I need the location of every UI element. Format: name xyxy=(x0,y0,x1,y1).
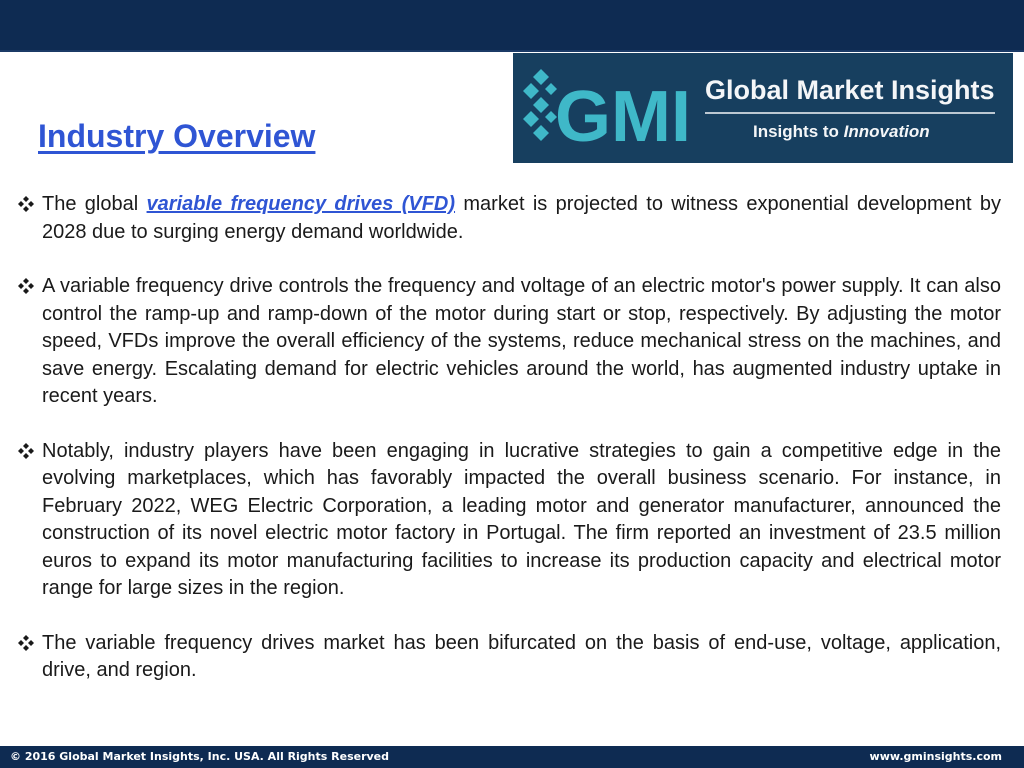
bullet-list xyxy=(18,191,1001,712)
logo-mark: GMI xyxy=(555,77,691,157)
slide-title: Industry Overview xyxy=(38,118,316,154)
bullet-item xyxy=(18,191,1001,246)
logo-tagline: Insights to Innovation xyxy=(753,122,930,141)
bullet-item xyxy=(18,273,1001,411)
footer-bar xyxy=(0,746,1024,768)
four-diamond-bullet-icon xyxy=(18,443,34,459)
gmi-logo xyxy=(513,53,1013,163)
bullet-text-post: market is projected to witness exponential development by 2028 due to surging energy demand worldwide. xyxy=(42,193,1001,243)
footer-website-link[interactable]: www.gminsights.com xyxy=(869,750,1002,763)
bullet-text-pre: The global xyxy=(42,193,147,215)
footer-copyright: © 2016 Global Market Insights, Inc. USA. All Rights Reserved xyxy=(10,750,390,763)
bullet-text: A variable frequency drive controls the frequency and voltage of an electric motor's power supply. It can also control the ramp-up and ramp-down of the motor during start or stop, respectively. By adjusting the motor speed, VFDs improve the overall efficiency of the systems, reduce mechanical stress on the machines, and save energy. Escalating demand for electric vehicles around the world, has augmented industry uptake in recent years. xyxy=(42,275,1001,407)
bullet-text: Notably, industry players have been engaging in lucrative strategies to gain a competitive edge in the evolving marketplaces, which has favorably impacted the overall business scenario. For instance, in February 2022, WEG Electric Corporation, a leading motor and generator manufacturer, announced the construction of its novel electric motor factory in Portugal. The firm reported an investment of 23.5 million euros to expand its motor manufacturing facilities to increase its production capacity and electrical motor range for large sizes in the region. xyxy=(42,439,1001,599)
bullet-text: The variable frequency drives market has been bifurcated on the basis of end-use, voltage, application, drive, and region. xyxy=(42,631,1001,681)
vfd-market-link[interactable]: variable frequency drives (VFD) xyxy=(146,193,456,215)
diamond-mark-icon xyxy=(523,69,557,141)
four-diamond-bullet-icon xyxy=(18,278,34,294)
header-bar xyxy=(0,0,1024,52)
logo-name: Global Market Insights xyxy=(705,75,995,105)
four-diamond-bullet-icon xyxy=(18,196,34,212)
four-diamond-bullet-icon xyxy=(18,635,34,651)
bullet-item xyxy=(18,438,1001,603)
bullet-item xyxy=(18,630,1001,685)
